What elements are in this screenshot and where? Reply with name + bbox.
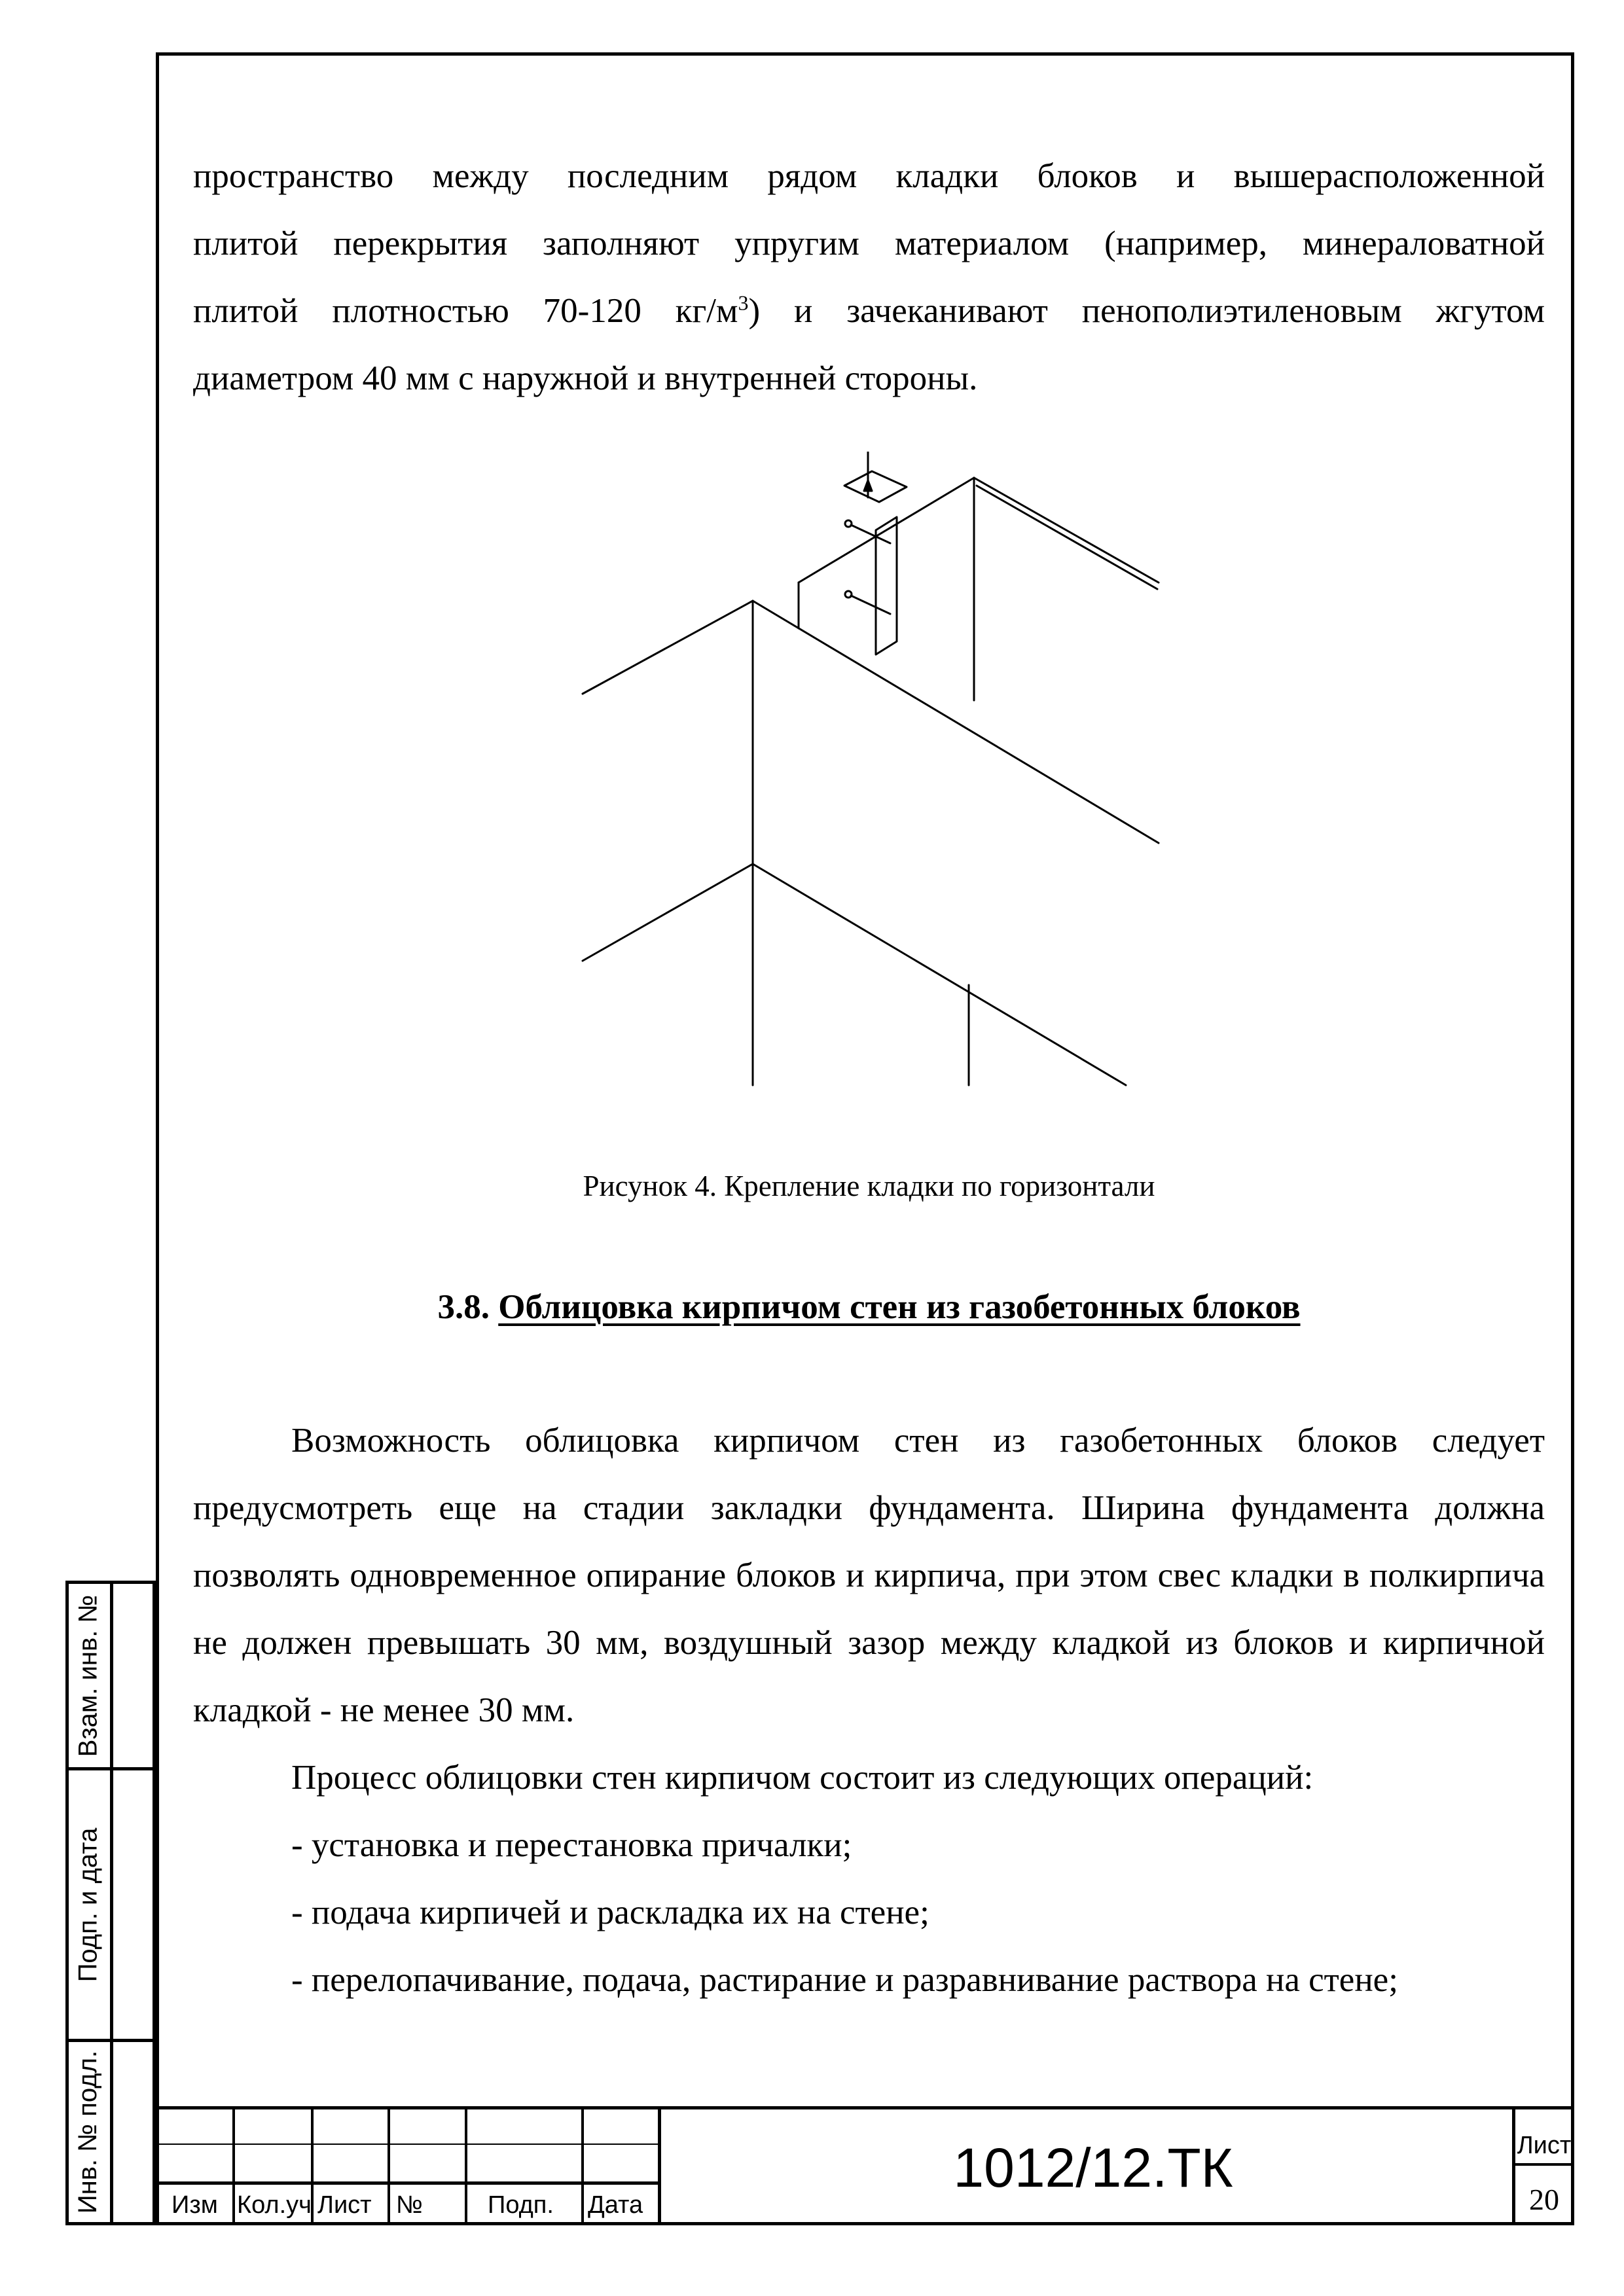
lower-block-right-edge [753, 864, 1126, 1085]
slab-top-edge [974, 478, 1159, 583]
paragraph-1: Возможность облицовка кирпичом стен из газобетонных блоков следует предусмотреть еще на стадии закладки фундамента. Ширина фундамента должна позволять одновременное опирание блоков и кирпича, при этом свес кладки в полкирпича не должен превышать 30 мм, воздушный зазор между кладкой из блоков и кирпичной кладкой - не менее 30 мм. [193, 1422, 1545, 1729]
title-block-top-rule [156, 2106, 1574, 2109]
marker-arrowhead [864, 480, 872, 491]
bolt-head-2 [845, 591, 852, 598]
sheet-label: Лист [1517, 2131, 1572, 2159]
anchor-plate-top [844, 471, 907, 502]
back-wall-top-edge [799, 478, 974, 583]
lower-block-left-edge [583, 864, 753, 961]
side-label-inventory: Инв. № подл. [73, 2050, 103, 2214]
col-header-number: № [396, 2191, 423, 2219]
top-paragraph-line-4: диаметром 40 мм с наружной и внутренней стороны. [193, 359, 978, 397]
sheet-number: 20 [1529, 2182, 1559, 2216]
col-divider-3 [388, 2106, 390, 2225]
revision-row-rule-1 [156, 2144, 660, 2145]
slab-top-edge-inner [977, 486, 1157, 589]
top-paragraph-line-1: пространство между последним рядом кладки блоков и вышерасположенной [193, 157, 1545, 195]
col-divider-4 [465, 2106, 467, 2225]
section-heading [193, 1284, 1545, 1330]
bolt-2 [851, 596, 890, 614]
revision-row-rule-2 [156, 2181, 660, 2185]
paragraph-1-block [193, 1407, 1545, 1744]
document-code: 1012/12.ТК [953, 2136, 1233, 2198]
col-header-podp: Подп. [488, 2191, 554, 2219]
col-header-izm: Изм [171, 2191, 218, 2219]
paragraph-2: Процесс облицовки стен кирпичом состоит из следующих операций: [291, 1759, 1314, 1797]
line-3-text-b: ) и зачеканивают пенополиэтиленовым жгутом [748, 292, 1545, 330]
upper-block-right-edge [753, 601, 1159, 843]
side-label-replacement: Взам. инв. № [73, 1594, 103, 1757]
top-paragraph [193, 143, 1545, 412]
list-item-1: - установка и перестановка причалки; [291, 1826, 852, 1864]
top-paragraph-line-3 [193, 278, 1545, 345]
col-header-list: Лист [317, 2191, 372, 2219]
col-divider-1 [232, 2106, 235, 2225]
line-3-text-a: плитой плотностью 70-120 кг/м [193, 292, 738, 330]
side-label-signature: Подп. и дата [73, 1827, 103, 1982]
figure-caption: Рисунок 4. Крепление кладки по горизонтали [583, 1170, 1155, 1202]
upper-block-left-edge [583, 601, 753, 694]
col-header-data: Дата [588, 2191, 643, 2219]
section-number: 3.8. [437, 1288, 490, 1326]
top-paragraph-line-2: плитой перекрытия заполняют упругим материалом (например, минераловатной [193, 224, 1545, 262]
title-block-divider [658, 2106, 661, 2225]
superscript-3: 3 [738, 291, 749, 315]
list-item-2: - подача кирпичей и раскладка их на стене; [291, 1893, 929, 1931]
list-item-3: - перелопачивание, подача, растирание и разравнивание раствора на стене; [291, 1961, 1398, 1999]
section-title: Облицовка кирпичом стен из газобетонных блоков [498, 1288, 1301, 1326]
col-header-kol-uch: Кол.уч [237, 2191, 312, 2219]
col-divider-5 [581, 2106, 584, 2225]
bolt-head-1 [845, 520, 852, 527]
paragraph-2-block [193, 1744, 1545, 2014]
masonry-anchor-figure [563, 452, 1191, 1106]
